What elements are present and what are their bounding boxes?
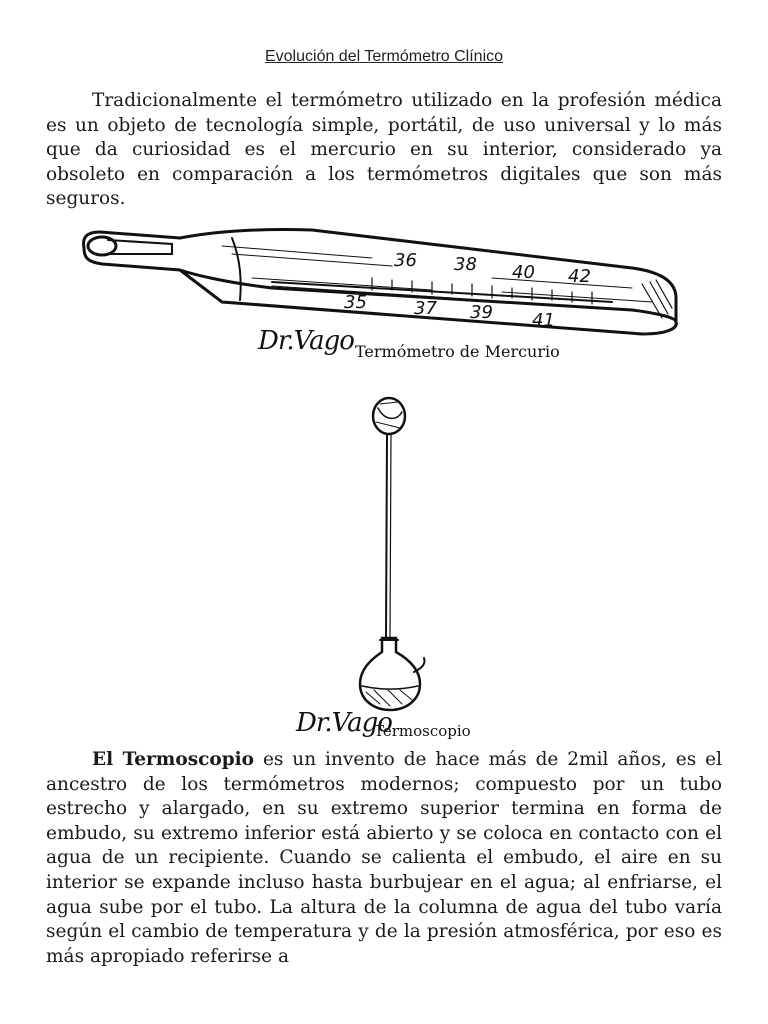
scale-label-40: 40 [512,262,535,283]
scale-label-35: 35 [344,292,367,313]
artist-signature: Dr.Vago [296,708,392,738]
document-title: Evolución del Termómetro Clínico [264,48,504,65]
scale-label-38: 38 [454,254,477,275]
scale-label-41: 41 [532,310,555,331]
scale-label-39: 39 [470,302,493,323]
scale-label-42: 42 [568,266,591,287]
thermoscope-description: es un invento de hace más de 2mil años, es el ancestro de los termómetros modernos; compuesto por un tubo estrecho y alargado, en su extremo superior termina en forma de embudo, su extremo inferior está abierto y se coloca en contacto con el agua de un recipiente. Cuando se calienta el embudo, el aire en su interior se expande incluso hasta burbujear en el agua; al enfriarse, el agua sube por el tubo. La altura de la columna de agua del tubo varía según el cambio de temperatura y de la presión atmosférica, por eso es más apropiado referirse a [46,749,722,967]
thermoscope-illustration [340,388,440,718]
thermometer-caption: Termómetro de Mercurio [355,342,560,361]
thermoscope-caption: Termoscopio [374,722,471,740]
scale-label-37: 37 [414,298,437,319]
intro-paragraph: Tradicionalmente el termómetro utilizado en la profesión médica es un objeto de tecnología simple, portátil, de uso universal y lo más que da curiosidad es el mercurio en su interior, considerado ya obsoleto en comparación a los termómetros digitales que son más seguros. [46,90,722,210]
thermoscope-paragraph [46,748,722,969]
artist-signature: Dr.Vago [258,326,354,356]
thermoscope-term: El Termoscopio [92,749,255,770]
mercury-thermometer-illustration [72,218,684,348]
scale-label-36: 36 [394,250,417,271]
